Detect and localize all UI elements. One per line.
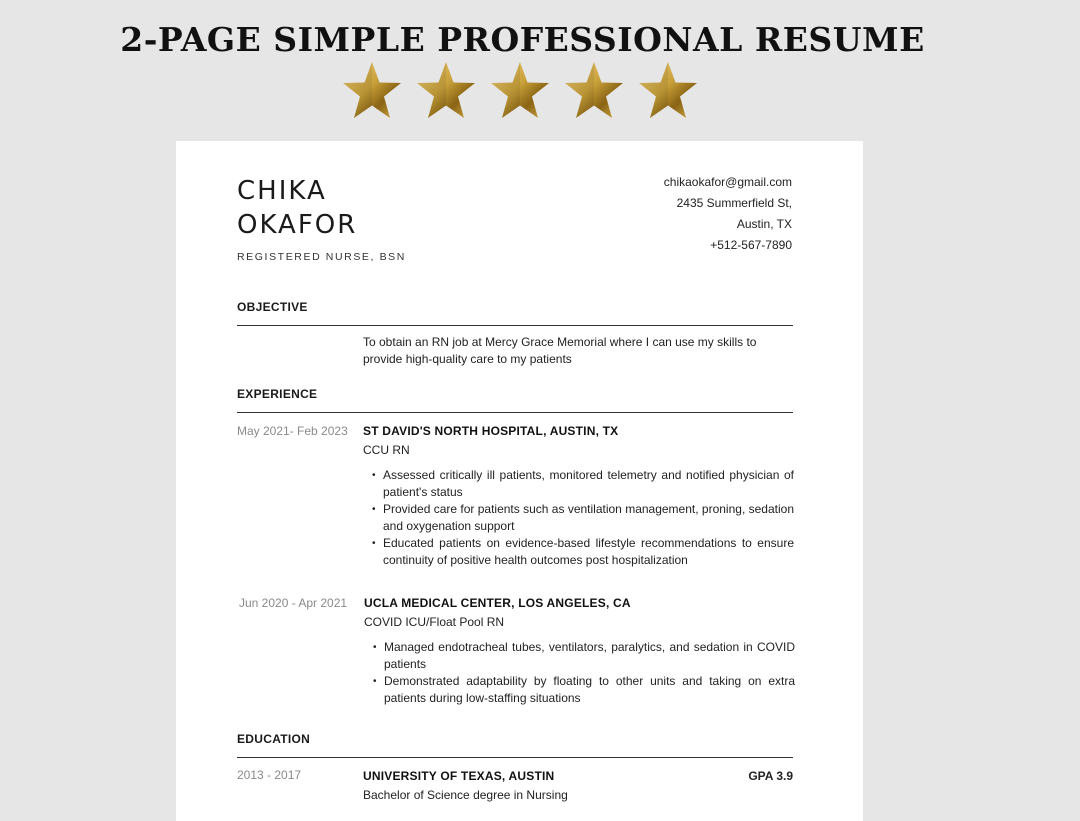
resume-page bbox=[176, 141, 863, 821]
star-rating bbox=[340, 58, 700, 124]
objective-text: To obtain an RN job at Mercy Grace Memorial where I can use my skills to provide high-quality care to my patients bbox=[363, 335, 757, 366]
list-item: • Demonstrated adaptability by floating to other units and taking on extra patients during low-staffing situations bbox=[384, 673, 795, 707]
education-dates: 2013 - 2017 bbox=[237, 768, 302, 782]
education-entry bbox=[363, 769, 793, 802]
name-last: OKAFOR bbox=[237, 210, 358, 240]
gpa-value: GPA 3.9 bbox=[748, 769, 793, 783]
job-title: REGISTERED NURSE, BSN bbox=[237, 251, 406, 263]
contact-email: chikaokafor@gmail.com bbox=[663, 175, 792, 189]
job-employer: ST DAVID'S NORTH HOSPITAL, AUSTIN, TX bbox=[363, 424, 619, 438]
job-dates: Jun 2020 - Apr 2021 bbox=[239, 596, 348, 610]
candidate-name bbox=[237, 174, 357, 242]
job-position: COVID ICU/Float Pool RN bbox=[364, 615, 505, 629]
star-icon bbox=[636, 59, 700, 123]
contact-block bbox=[664, 172, 792, 256]
list-item: • Managed endotracheal tubes, ventilators, paralytics, and sedation in COVID patients bbox=[384, 639, 795, 673]
job-duties bbox=[364, 639, 795, 707]
contact-phone: +512-567-7890 bbox=[710, 238, 792, 252]
star-icon bbox=[414, 59, 478, 123]
job-duties bbox=[363, 467, 794, 569]
star-icon bbox=[340, 59, 404, 123]
star-icon bbox=[562, 59, 626, 123]
job-entry bbox=[364, 596, 795, 707]
star-icon bbox=[488, 59, 552, 123]
job-employer: UCLA MEDICAL CENTER, LOS ANGELES, CA bbox=[364, 596, 631, 610]
objective-section bbox=[363, 334, 794, 368]
experience-heading: EXPERIENCE bbox=[237, 387, 793, 413]
objective-heading: OBJECTIVE bbox=[237, 300, 793, 326]
contact-street: 2435 Summerfield St, bbox=[676, 196, 792, 210]
list-item: • Educated patients on evidence-based lifestyle recommendations to ensure continuity of positive health outcomes post hospitalization bbox=[383, 535, 794, 569]
degree: Bachelor of Science degree in Nursing bbox=[363, 788, 568, 802]
job-entry bbox=[363, 424, 794, 569]
job-dates: May 2021- Feb 2023 bbox=[237, 424, 348, 438]
education-heading: EDUCATION bbox=[237, 732, 793, 758]
banner-title: 2-PAGE SIMPLE PROFESSIONAL RESUME bbox=[120, 20, 925, 59]
list-item: • Assessed critically ill patients, monitored telemetry and notified physician of patient's status bbox=[383, 467, 794, 501]
name-first: CHIKA bbox=[237, 176, 327, 206]
list-item: • Provided care for patients such as ventilation management, proning, sedation and oxygenation support bbox=[383, 501, 794, 535]
school-name: UNIVERSITY OF TEXAS, AUSTIN bbox=[363, 769, 555, 783]
job-position: CCU RN bbox=[363, 443, 410, 457]
contact-city: Austin, TX bbox=[736, 217, 792, 231]
